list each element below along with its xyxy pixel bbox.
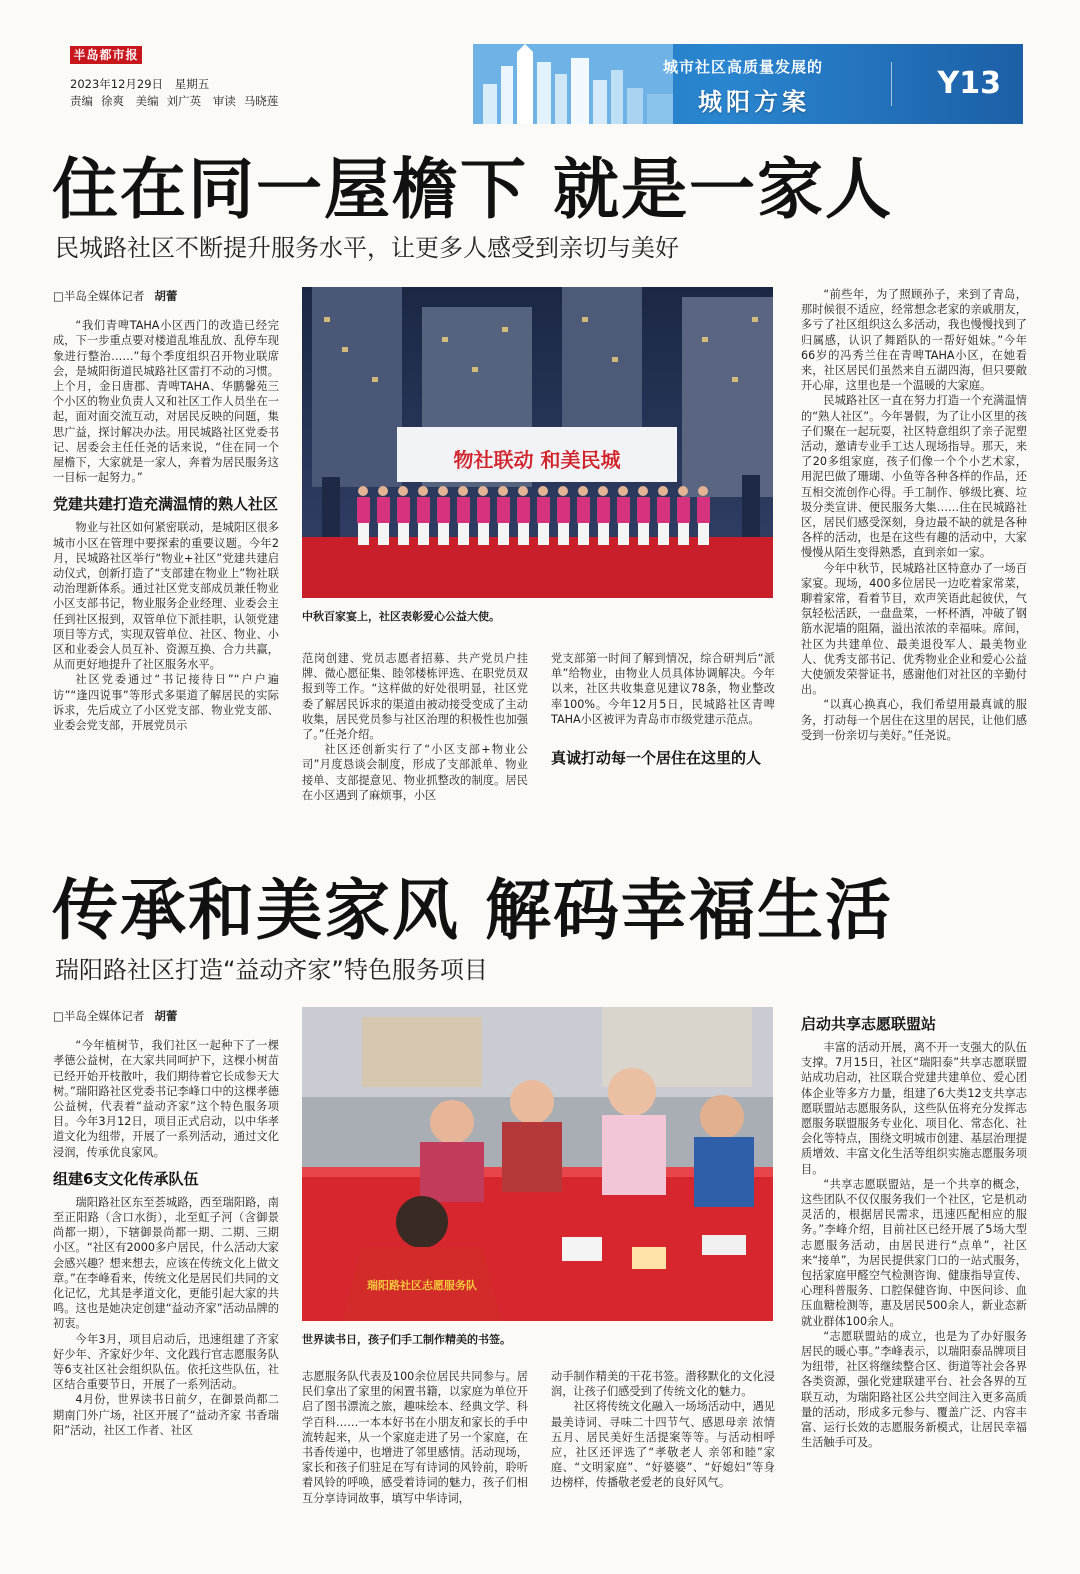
paragraph: 物业与社区如何紧密联动，是城阳区很多城市小区在管理中要探索的重要议题。今年2月，民城路社区举行“物业+社区”党建共建启动仪式，创新打造了“支部建在物业上”物社联动治理新体系。通过社区党支部成员兼任物业小区支部书记，物业服务企业经理、业委会主任到社区报到，双管单位下派挂职，认领党建项目等方式，实现双管单位、社区、物业、小区和业委会人员互补、资源互换、合力共赢，从而更好地提升了社区服务水平。: [53, 521, 279, 672]
banner-series-title: 城市社区高质量发展的: [663, 58, 824, 76]
performer-head: [618, 486, 628, 496]
performer-head: [538, 486, 548, 496]
performer-legs: [698, 523, 709, 545]
article1-subhead: 民城路社区不断提升服务水平，让更多人感受到亲切与美好: [55, 234, 679, 262]
performer-legs: [658, 523, 669, 545]
editor-name: 马晓莲: [243, 94, 279, 108]
paragraph: 动手制作精美的干花书签。潜移默化的文化浸润，让孩子们感受到了传统文化的魅力。: [551, 1370, 775, 1399]
performer-body: [497, 497, 510, 523]
paragraph: 社区党委通过“书记接待日”“户户遍访”“逢四说事”等形式多渠道了解居民的实际诉求，先后成立了小区党支部、物业党支部、业委会党支部，开展党员示: [53, 673, 279, 733]
issue-weekday: 星期五: [174, 77, 210, 91]
volunteer-vest-text: 瑞阳路社区志愿服务队: [367, 1279, 477, 1292]
editor-name: 徐爽: [101, 94, 124, 108]
performer-legs: [638, 523, 649, 545]
performer-head: [478, 486, 488, 496]
editor-credits: [70, 93, 286, 109]
newspaper-logo: 半岛都市报: [70, 46, 142, 64]
section-heading: 党建共建打造充满温情的熟人社区: [53, 495, 279, 514]
performer-legs: [418, 523, 429, 545]
performer-head: [598, 486, 608, 496]
section-heading: 组建6支文化传承队伍: [53, 1169, 199, 1188]
performer-legs: [578, 523, 589, 545]
article2-byline: [53, 1009, 279, 1024]
performer-legs: [678, 523, 689, 545]
byline-name: 胡蕾: [154, 289, 178, 303]
performer-head: [418, 486, 428, 496]
performer-body: [657, 497, 670, 523]
article2-column-2: [302, 1369, 528, 1554]
performer-head: [678, 486, 688, 496]
paragraph: 4月份，世界读书日前夕，在御景尚都二期南门外广场，社区开展了“益动齐家 书香瑞阳”活动，社区工作者、社区: [53, 1393, 279, 1437]
editor-role: 审读: [212, 94, 236, 108]
performer-legs: [358, 523, 369, 545]
paragraph: “我们青啤TAHA小区西门的改造已经完成，下一步重点要对楼道乱堆乱放、乱停车现象进行整治……”每个季度组织召开物业联席会，是城阳街道民城路社区雷打不动的习惯。上个月，金日唐郡、青啤TAHA、华鹏馨苑三个小区的物业负责人又和社区工作人员坐在一起，面对面交流互动，对居民反映的问题，集思广益，探讨解决办法。用民城路社区党委书记、居委会主任任尧的话来说，“住在同一个屋檐下，大家就是一家人，奔着为居民服务这一目标一起努力。”: [53, 319, 279, 485]
paragraph: 社区将传统文化融入一场场活动中，遇见最美诗词、寻味二十四节气、感恩母亲 浓情五月、居民美好生活提案等等。与活动相呼应，社区还评选了“孝敬老人 亲邻和睦”家庭、“文明家庭”、“好婆婆”、“好媳妇”等身边榜样，传播敬老爱老的良好风气。: [551, 1400, 775, 1490]
performer-body: [477, 497, 490, 523]
photo-children-bookmarks: [302, 1007, 773, 1321]
performer-head: [358, 486, 368, 496]
article2-subhead: 瑞阳路社区打造“益动齐家”特色服务项目: [55, 956, 488, 984]
paragraph: “今年植树节，我们社区一起种下了一棵孝德公益树，在大家共同呵护下，这棵小树苗已经开始开枝散叶，我们期待着它长成参天大树。”瑞阳路社区党委书记李峰口中的这棵孝德公益树，代表着“益动齐家”这个特色服务项目。今年3月12日，项目正式启动，以中华孝道文化为纽带，开展了一系列活动，通过文化浸润，传承优良家风。: [53, 1039, 279, 1159]
paragraph: 党支部第一时间了解到情况，综合研判后“派单”给物业，由物业人员具体协调解决。今年以来，社区共收集意见建议78条，物业整改率100%。今年12月5日，民城路社区青啤TAHA小区被评为青岛市市级党建示范点。: [551, 652, 775, 726]
paragraph: 丰富的活动开展，离不开一支强大的队伍支撑。7月15日，社区“瑞阳泰”共享志愿联盟站成功启动，社区联合党建共建单位、爱心团体企业等多方力量，组建了6大类12支共享志愿联盟站志愿服务队，这些队伍将充分发挥志愿服务联盟服务专业化、项目化、常态化、社会化等特点，围绕文明城市创建、基层治理提质增效、丰富文化生活等组织实施志愿服务项目。: [801, 1041, 1027, 1176]
article1-photo: [302, 287, 773, 598]
article1-headline: 住在同一屋檐下 就是一家人: [52, 151, 893, 228]
paragraph: 社区还创新实行了“小区支部+物业公司”月度恳谈会制度，形成了支部派单、物业接单、支部提意见、物业抓整改的制度。居民在小区遇到了麻烦事，小区: [302, 743, 528, 802]
section-banner: [473, 44, 1023, 124]
performer-body: [677, 497, 690, 523]
performer-body: [417, 497, 430, 523]
performer-body: [557, 497, 570, 523]
performer-body: [637, 497, 650, 523]
performer-body: [597, 497, 610, 523]
banner-divider: [891, 62, 892, 106]
article2-column-1: [53, 1009, 279, 1554]
paragraph: “共享志愿联盟站，是一个共享的概念，这些团队不仅仅服务我们一个社区，它是机动灵活的，根据居民需求，迅速匹配相应的服务。”李峰介绍，目前社区已经开展了5场大型志愿服务活动，由居民进行“点单”，社区来“接单”，为居民提供家门口的一站式服务，包括家庭甲醛空气检测咨询、健康指导宣传、心理科普服务、口腔保健咨询、中医问诊、血压血糖检测等，惠及居民500余人，新业态新就业群体100余人。: [801, 1177, 1027, 1328]
performer-body: [357, 497, 370, 523]
performer-legs: [598, 523, 609, 545]
byline-label: □半岛全媒体记者: [53, 289, 145, 303]
editor-role: 责编: [70, 94, 93, 108]
performer-head: [638, 486, 648, 496]
editor-role: 美编: [135, 94, 159, 108]
performer-legs: [498, 523, 509, 545]
paragraph: 范岗创建、党员志愿者招募、共产党员户挂牌、微心愿征集、睦邻楼栋评选、在职党员双报到等工作。“这样做的好处很明显，社区党委了解居民诉求的渠道由被动接受变成了主动收集，居民党员参与社区治理的积极性也加强了。”任尧介绍。: [302, 652, 528, 742]
article1-column-3: [551, 651, 775, 859]
paragraph: “前些年，为了照顾孙子，来到了青岛，那时候很不适应，经常想念老家的亲戚朋友，多亏了社区组织这么多活动，我也慢慢找到了归属感，认识了舞蹈队的一帮好姐妹。”今年66岁的冯秀兰住在青啤TAHA小区，在她看来，社区居民们虽然来自五湖四海，但只要敞开心扉，这里也是一个温暖的大家庭。: [801, 288, 1027, 393]
article2-column-4: [801, 1009, 1027, 1554]
performer-body: [697, 497, 710, 523]
performer-head: [578, 486, 588, 496]
banner-main-title: 城阳方案: [698, 87, 810, 116]
performer-legs: [618, 523, 629, 545]
article2-headline: 传承和美家风 解码幸福生活: [52, 872, 893, 949]
byline-name: 胡蕾: [154, 1009, 178, 1023]
article1-column-2: [302, 651, 528, 859]
editor-name: 刘广英: [166, 94, 202, 108]
performer-body: [617, 497, 630, 523]
section-heading: 启动共享志愿联盟站: [801, 1015, 937, 1033]
article1-byline: [53, 289, 279, 304]
byline-label: □半岛全媒体记者: [53, 1009, 145, 1023]
article2-column-3: [551, 1369, 775, 1554]
photo-stage-ceremony: [302, 287, 773, 598]
performer-head: [498, 486, 508, 496]
paragraph: 民城路社区一直在努力打造一个充满温情的“熟人社区”。今年暑假，为了让小区里的孩子们聚在一起玩耍，社区特意组织了亲子泥塑活动，邀请专业手工达人现场指导。那天，来了20多组家庭，孩子们像一个个小艺术家，用泥巴做了珊瑚、小鱼等各种各样的作品，还互相交流创作心得。手工制作、够级比赛、垃圾分类宣讲、便民服务大集……住在民城路社区，居民们感受深刻，身边最不缺的就是各种各样的活动，也是在这些有趣的活动中，大家慢慢从陌生变得熟悉，直到亲如一家。: [801, 394, 1027, 560]
performer-head: [558, 486, 568, 496]
performer-legs: [478, 523, 489, 545]
performer-body: [397, 497, 410, 523]
performer-head: [458, 486, 468, 496]
article1-photo-caption: 中秋百家宴上，社区表彰爱心公益大使。: [302, 610, 500, 623]
paragraph: “志愿联盟站的成立，也是为了办好服务居民的暖心事。”李峰表示，以瑞阳泰品牌项目为纽带，社区将继续整合区、街道等社会各界各类资源，强化党建联建平台、社会各界的互联互动，为瑞阳路社区公共空间注入更多高质量的活动，形成多元参与、覆盖广泛、内容丰富、运行长效的志愿服务新模式，让居民幸福生活触手可及。: [801, 1329, 1027, 1450]
section-heading: 真诚打动每一个居住在这里的人: [551, 749, 762, 768]
issue-date-line: [70, 76, 217, 92]
paragraph: 今年3月，项目启动后，迅速组建了齐家好少年、齐家好少年、文化践行官志愿服务队等6支社区社会组织队伍。依托这些队伍，社区结合重要节日，开展了一系列活动。: [53, 1332, 279, 1392]
performer-head: [698, 486, 708, 496]
performer-legs: [538, 523, 549, 545]
performer-head: [518, 486, 528, 496]
performer-body: [517, 497, 530, 523]
issue-date: 2023年12月29日: [70, 77, 164, 91]
article2-photo-caption: 世界读书日，孩子们手工制作精美的书签。: [302, 1333, 511, 1346]
performer-body: [437, 497, 450, 523]
article1-column-4: [801, 287, 1027, 859]
performer-body: [377, 497, 390, 523]
performer-legs: [438, 523, 449, 545]
performer-head: [438, 486, 448, 496]
paragraph: “以真心换真心，我们希望用最真诚的服务，打动每一个居住在这里的居民，让他们感受到一份亲切与美好。”任尧说。: [801, 698, 1027, 742]
performer-head: [378, 486, 388, 496]
paragraph: 瑞阳路社区东至荟城路，西至瑞阳路，南至正阳路（含口水街），北至虹子河（含御景尚都一期），下辖御景尚都一期、二期、三期小区。“社区有2000多户居民，什么活动大家会感兴趣？想来想去，应该在传统文化上做文章。”在李峰看来，传统文化是居民们共同的文化记忆，尤其是孝道文化，更能引起大家的共鸣。这也是她决定创建“益动齐家”活动品牌的初衷。: [53, 1195, 279, 1331]
performer-body: [457, 497, 470, 523]
city-skyline-graphic: [473, 44, 673, 124]
paragraph: 志愿服务队代表及100余位居民共同参与。居民们拿出了家里的闲置书籍，以家庭为单位开启了图书漂流之旅，趣味绘本、经典文学、科学百科……一本本好书在小朋友和家长的手中流转起来，从一个家庭走进了另一个家庭，在书香传递中，也增进了邻里感情。活动现场，家长和孩子们驻足在写有诗词的风铃前，聆听着风铃的呼唤，感受着诗词的魅力，孩子们相互分享诗词故事，填写中华诗词，: [302, 1370, 528, 1505]
performer-legs: [558, 523, 569, 545]
performer-legs: [518, 523, 529, 545]
article2-photo: [302, 1007, 773, 1321]
paragraph: 今年中秋节，民城路社区特意办了一场百家宴。现场，400多位居民一边吃着家常菜，聊着家常，看着节目，欢声笑语此起彼伏，气氛轻松活跃，一盘盘菜，一杯杯酒，冲破了钢筋水泥墙的阻隔，溢出浓浓的幸福味。席间，社区为共建单位、最美退役军人、最美物业人、优秀支部书记、优秀物业企业和爱心公益大使颁发荣誉证书，感谢他们对社区的辛勤付出。: [801, 561, 1027, 697]
performer-legs: [378, 523, 389, 545]
stage-banner-text: 物社联动 和美民城: [453, 448, 621, 472]
performer-legs: [458, 523, 469, 545]
performer-head: [398, 486, 408, 496]
performer-body: [537, 497, 550, 523]
performer-body: [577, 497, 590, 523]
performer-legs: [398, 523, 409, 545]
article1-column-1: [53, 289, 279, 859]
performer-head: [658, 486, 668, 496]
page-number: Y13: [937, 66, 1001, 101]
